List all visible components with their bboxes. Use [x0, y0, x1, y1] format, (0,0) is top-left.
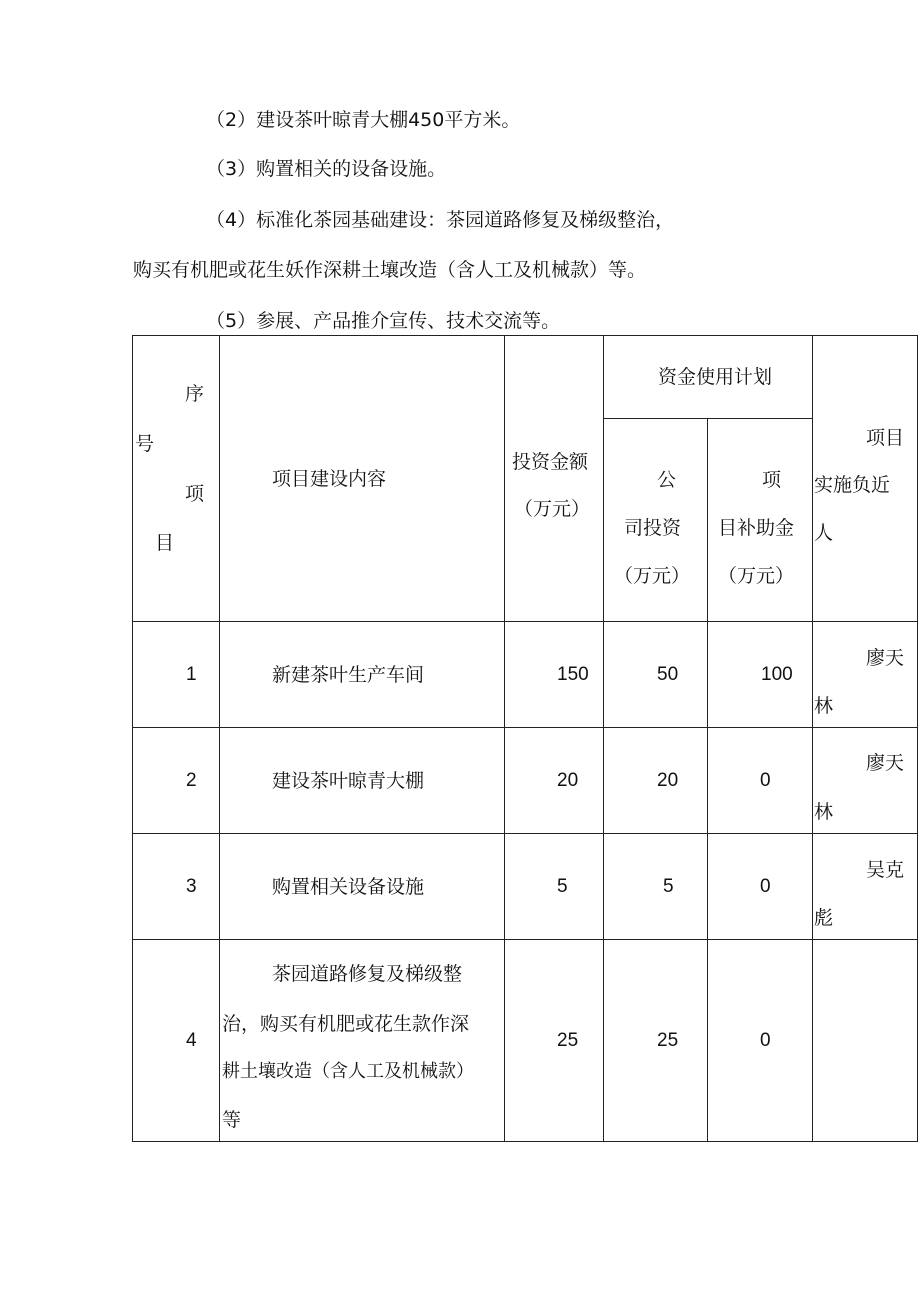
paragraph-item-4-cont: 购买有机肥或花生妖作深耕土壤改造（含人工及机械款）等。 — [133, 259, 647, 281]
paragraph-item-4: （4）标准化茶园基础建设：茶园道路修复及梯级整治， — [206, 209, 675, 231]
table-line-col5 — [812, 335, 813, 1142]
row4-content-line1: 茶园道路修复及梯级整 — [272, 963, 463, 985]
row1-amount: 150 — [557, 664, 589, 685]
table-line-col1 — [219, 335, 220, 1142]
row3-content: 购置相关设备设施 — [272, 876, 425, 898]
row4-company: 25 — [657, 1030, 679, 1051]
row2-owner-1: 廖天 — [866, 752, 905, 774]
header-amount-2: （万元） — [514, 498, 591, 520]
row2-company: 20 — [657, 770, 679, 791]
paragraph-item-3: （3）购置相关的设备设施。 — [206, 158, 447, 180]
row1-owner-1: 廖天 — [866, 647, 905, 669]
header-subsidy-3: （万元） — [718, 565, 795, 587]
header-subsidy-2: 目补助金 — [718, 517, 795, 539]
row3-subsidy: 0 — [760, 876, 771, 897]
table-line-col2 — [504, 335, 505, 1142]
header-seq-char4: 目 — [155, 532, 175, 554]
row4-content-line2: 治，购买有机肥或花生款作深 — [222, 1013, 470, 1035]
header-amount-1: 投资金额 — [512, 451, 589, 473]
header-subsidy-1: 项 — [762, 469, 782, 491]
header-content: 项目建设内容 — [272, 468, 387, 490]
row3-owner-2: 彪 — [814, 907, 834, 929]
header-seq-char3: 项 — [185, 483, 205, 505]
header-owner-3: 人 — [814, 522, 834, 544]
row1-no: 1 — [186, 664, 197, 685]
row3-amount: 5 — [557, 876, 568, 897]
header-seq-char1: 序 — [185, 383, 205, 405]
row3-company: 5 — [663, 876, 674, 897]
table-line-header-bottom — [132, 621, 918, 622]
row2-no: 2 — [186, 770, 197, 791]
table-line-row1 — [132, 727, 918, 728]
row3-owner-1: 吴克 — [866, 859, 905, 881]
header-seq-char2: 号 — [135, 433, 155, 455]
table-line-col4 — [707, 418, 708, 1142]
row2-owner-2: 林 — [814, 801, 834, 823]
row4-content-line4: 等 — [222, 1109, 242, 1131]
table-line-row3 — [132, 939, 918, 940]
row4-no: 4 — [186, 1030, 197, 1051]
paragraph-item-2: （2）建设茶叶晾青大棚450平方米。 — [206, 109, 521, 131]
row2-subsidy: 0 — [760, 770, 771, 791]
table-line-col3 — [603, 335, 604, 1142]
row1-company: 50 — [657, 664, 679, 685]
row2-content: 建设茶叶晾青大棚 — [272, 770, 425, 792]
header-company-1: 公 — [657, 469, 677, 491]
row1-owner-2: 林 — [814, 695, 834, 717]
header-owner-2: 实施负近 — [814, 474, 891, 496]
table-border-right — [917, 335, 918, 1142]
row4-amount: 25 — [557, 1030, 579, 1051]
row1-content: 新建茶叶生产车间 — [272, 664, 425, 686]
header-plan: 资金使用计划 — [658, 366, 773, 388]
row3-no: 3 — [186, 876, 197, 897]
paragraph-item-5: （5）参展、产品推介宣传、技术交流等。 — [206, 310, 561, 332]
table-border-left — [132, 335, 133, 1142]
table-border-top — [132, 335, 918, 336]
header-owner-1: 项目 — [866, 427, 905, 449]
row4-subsidy: 0 — [760, 1030, 771, 1051]
table-border-bottom — [132, 1141, 918, 1142]
header-company-3: （万元） — [614, 565, 691, 587]
row1-subsidy: 100 — [761, 664, 793, 685]
row4-content-line3: 耕土壤改造（含人工及机械款） — [222, 1061, 474, 1082]
table-line-row2 — [132, 833, 918, 834]
header-company-2: 司投资 — [624, 517, 682, 539]
row2-amount: 20 — [557, 770, 579, 791]
